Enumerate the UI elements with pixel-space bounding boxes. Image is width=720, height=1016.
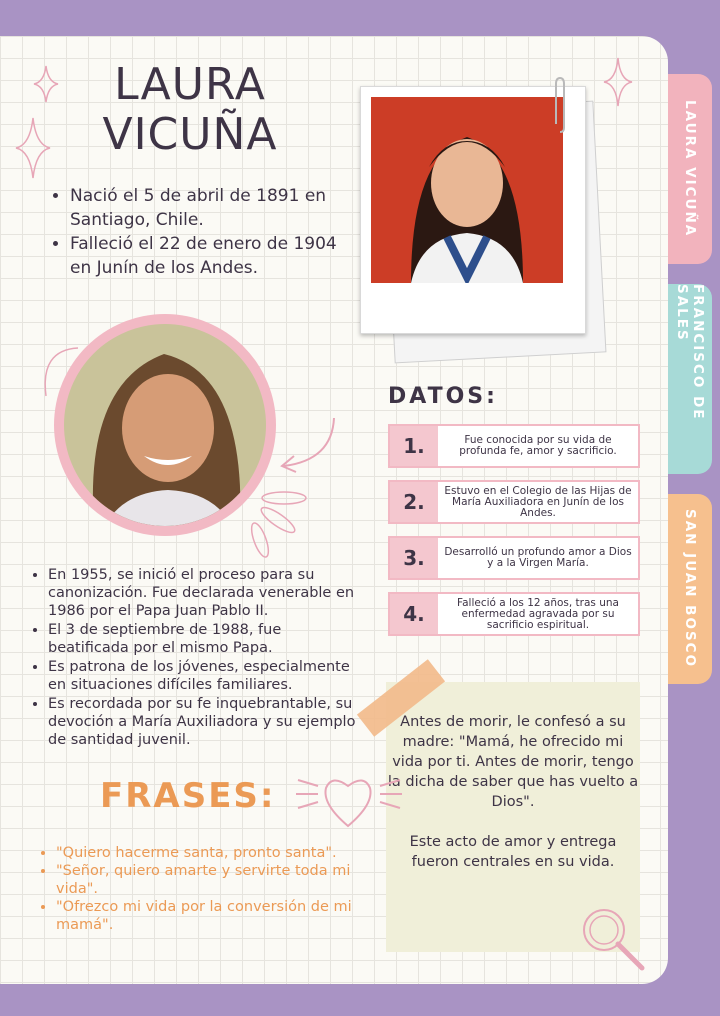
dato-item — [388, 536, 640, 580]
list-item: • Es patrona de los jóvenes, especialmente en situaciones difíciles familiares. — [48, 658, 364, 694]
dato-number: 3. — [390, 538, 438, 578]
circle-portrait — [54, 314, 276, 536]
dato-item — [388, 424, 640, 468]
dato-text: Fue conocida por su vida de profunda fe, amor y sacrificio. — [459, 434, 617, 457]
sparkle-icon — [16, 118, 50, 178]
sparkle-icon — [604, 58, 632, 106]
bio-list — [54, 184, 344, 280]
tab-francisco-de-sales[interactable]: FRANCISCO DE SALES — [668, 284, 712, 474]
note-paragraph: Antes de morir, le confesó a su madre: "Mamá, he ofrecido mi vida por ti. Antes de morir, tengo la dicha de saber que has vuelto a Dios". — [387, 714, 639, 810]
dato-number: 2. — [390, 482, 438, 522]
list-item: • Es recordada por su fe inquebrantable, su devoción a María Auxiliadora y su ejemplo de santidad juvenil. — [48, 695, 364, 749]
frases-list — [42, 844, 362, 934]
paperclip-icon — [552, 76, 568, 132]
dato-item — [388, 480, 640, 524]
dato-number: 1. — [390, 426, 438, 466]
magnifier-icon — [580, 906, 650, 976]
list-item: • El 3 de septiembre de 1988, fue beatificada por el mismo Papa. — [48, 621, 364, 657]
worksheet-page — [0, 36, 668, 984]
sparkle-icon — [34, 66, 58, 102]
note-paragraph: Este acto de amor y entrega fueron centrales en su vida. — [409, 834, 617, 870]
list-item: • Nació el 5 de abril de 1891 en Santiago, Chile. — [70, 184, 344, 232]
dato-number: 4. — [390, 594, 438, 634]
portrait-photo — [371, 97, 563, 283]
facts-list — [34, 566, 364, 750]
list-item: • Falleció el 22 de enero de 1904 en Junín de los Andes. — [70, 232, 344, 280]
list-item: • En 1955, se inició el proceso para su canonización. Fue declarada venerable en 1986 por el Papa Juan Pablo II. — [48, 566, 364, 620]
list-item: • "Quiero hacerme santa, pronto santa". — [56, 844, 362, 862]
dato-item — [388, 592, 640, 636]
list-item: • "Señor, quiero amarte y servirte toda mi vida". — [56, 862, 362, 898]
datos-heading: DATOS: — [388, 384, 498, 409]
dato-text: Estuvo en el Colegio de las Hijas de María Auxiliadora en Junín de los Andes. — [444, 484, 632, 519]
tab-san-juan-bosco[interactable]: SAN JUAN BOSCO — [668, 494, 712, 684]
heart-doodle-icon — [296, 768, 402, 832]
arrow-doodle-icon — [272, 416, 342, 476]
tab-laura-vicuna[interactable]: LAURA VICUÑA — [668, 74, 712, 264]
page-title: LAURA VICUÑA — [102, 59, 278, 160]
frases-heading: FRASES: — [100, 776, 276, 816]
dato-text: Falleció a los 12 años, tras una enfermedad agravada por su sacrificio espiritual. — [457, 596, 619, 631]
dato-text: Desarrolló un profundo amor a Dios y a la Virgen María. — [444, 546, 632, 569]
petal-doodle-icon — [244, 488, 308, 556]
list-item: • "Ofrezco mi vida por la conversión de mi mamá". — [56, 898, 362, 934]
